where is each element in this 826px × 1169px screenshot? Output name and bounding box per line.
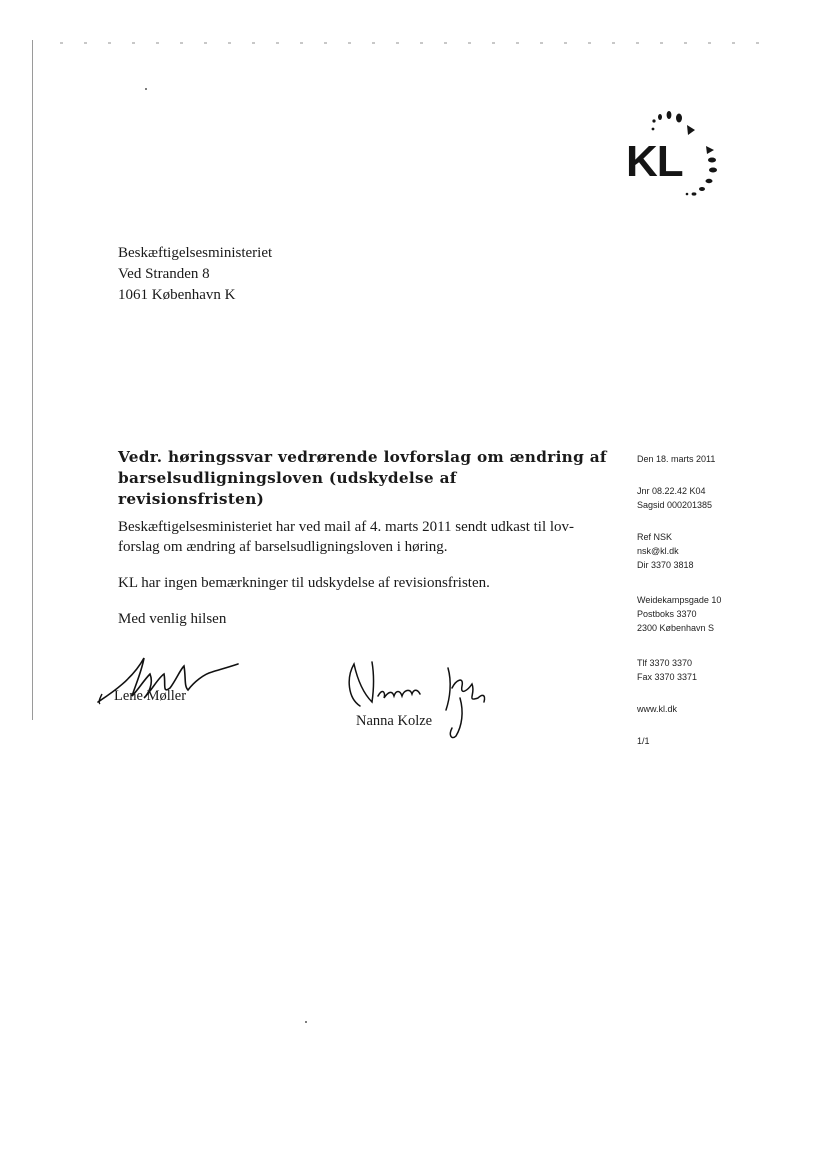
sidebar-website [637, 702, 677, 716]
signature-right [340, 658, 500, 740]
kl-logo-text: KL [626, 137, 683, 186]
case-id: Sagsid 000201385 [637, 500, 713, 510]
sidebar-case-numbers [637, 484, 712, 512]
sidebar-phone-fax [637, 656, 697, 684]
signatory-name-right: Nanna Kolze [356, 713, 433, 729]
sidebar-postal-address [637, 593, 721, 635]
letter-date: Den 18. marts 2011 [637, 454, 716, 464]
body-line: Beskæftigelsesministeriet har ved mail af 4. marts 2011 sendt udkast til lov- [118, 519, 575, 535]
recipient-street: Ved Stranden 8 [118, 266, 210, 282]
phone-number: Tlf 3370 3370 [637, 658, 693, 668]
sidebar-date [637, 452, 715, 466]
recipient-name: Beskæftigelsesministeriet [118, 245, 273, 261]
subject-line-2: barselsudligningsloven (udskydelse af revisionsfristen) [118, 469, 457, 508]
recipient-city: 1061 København K [118, 287, 236, 303]
sidebar-contact-person [637, 530, 694, 572]
subject-line-1: Vedr. høringssvar vedrørende lovforslag om ændring af [118, 448, 607, 466]
recipient-address [118, 243, 272, 306]
body-paragraph-2: KL har ingen bemærkninger til udskydelse af revisionsfristen. [118, 575, 490, 591]
signatory-name-left: Lene Møller [114, 688, 187, 704]
sidebar-page-number [637, 734, 650, 748]
scan-top-dots [60, 42, 760, 44]
fax-number: Fax 3370 3371 [637, 672, 698, 682]
kl-logo [622, 108, 732, 203]
website-url: www.kl.dk [637, 704, 678, 714]
scan-speck [305, 1021, 307, 1023]
direct-phone: Dir 3370 3818 [637, 560, 694, 570]
scan-speck [145, 88, 147, 90]
scan-margin-line [32, 40, 33, 720]
body-paragraph-1 [118, 517, 598, 557]
letter-subject [118, 447, 608, 510]
postal-city: 2300 København S [637, 623, 715, 633]
journal-number: Jnr 08.22.42 K04 [637, 486, 706, 496]
signature-left [92, 650, 252, 710]
closing-greeting: Med venlig hilsen [118, 611, 227, 627]
page-number: 1/1 [637, 736, 650, 746]
street-address: Weidekampsgade 10 [637, 595, 722, 605]
reference: Ref NSK [637, 532, 673, 542]
contact-email: nsk@kl.dk [637, 546, 679, 556]
postbox: Postboks 3370 [637, 609, 697, 619]
body-line: forslag om ændring af barselsudligningsloven i høring. [118, 539, 448, 555]
